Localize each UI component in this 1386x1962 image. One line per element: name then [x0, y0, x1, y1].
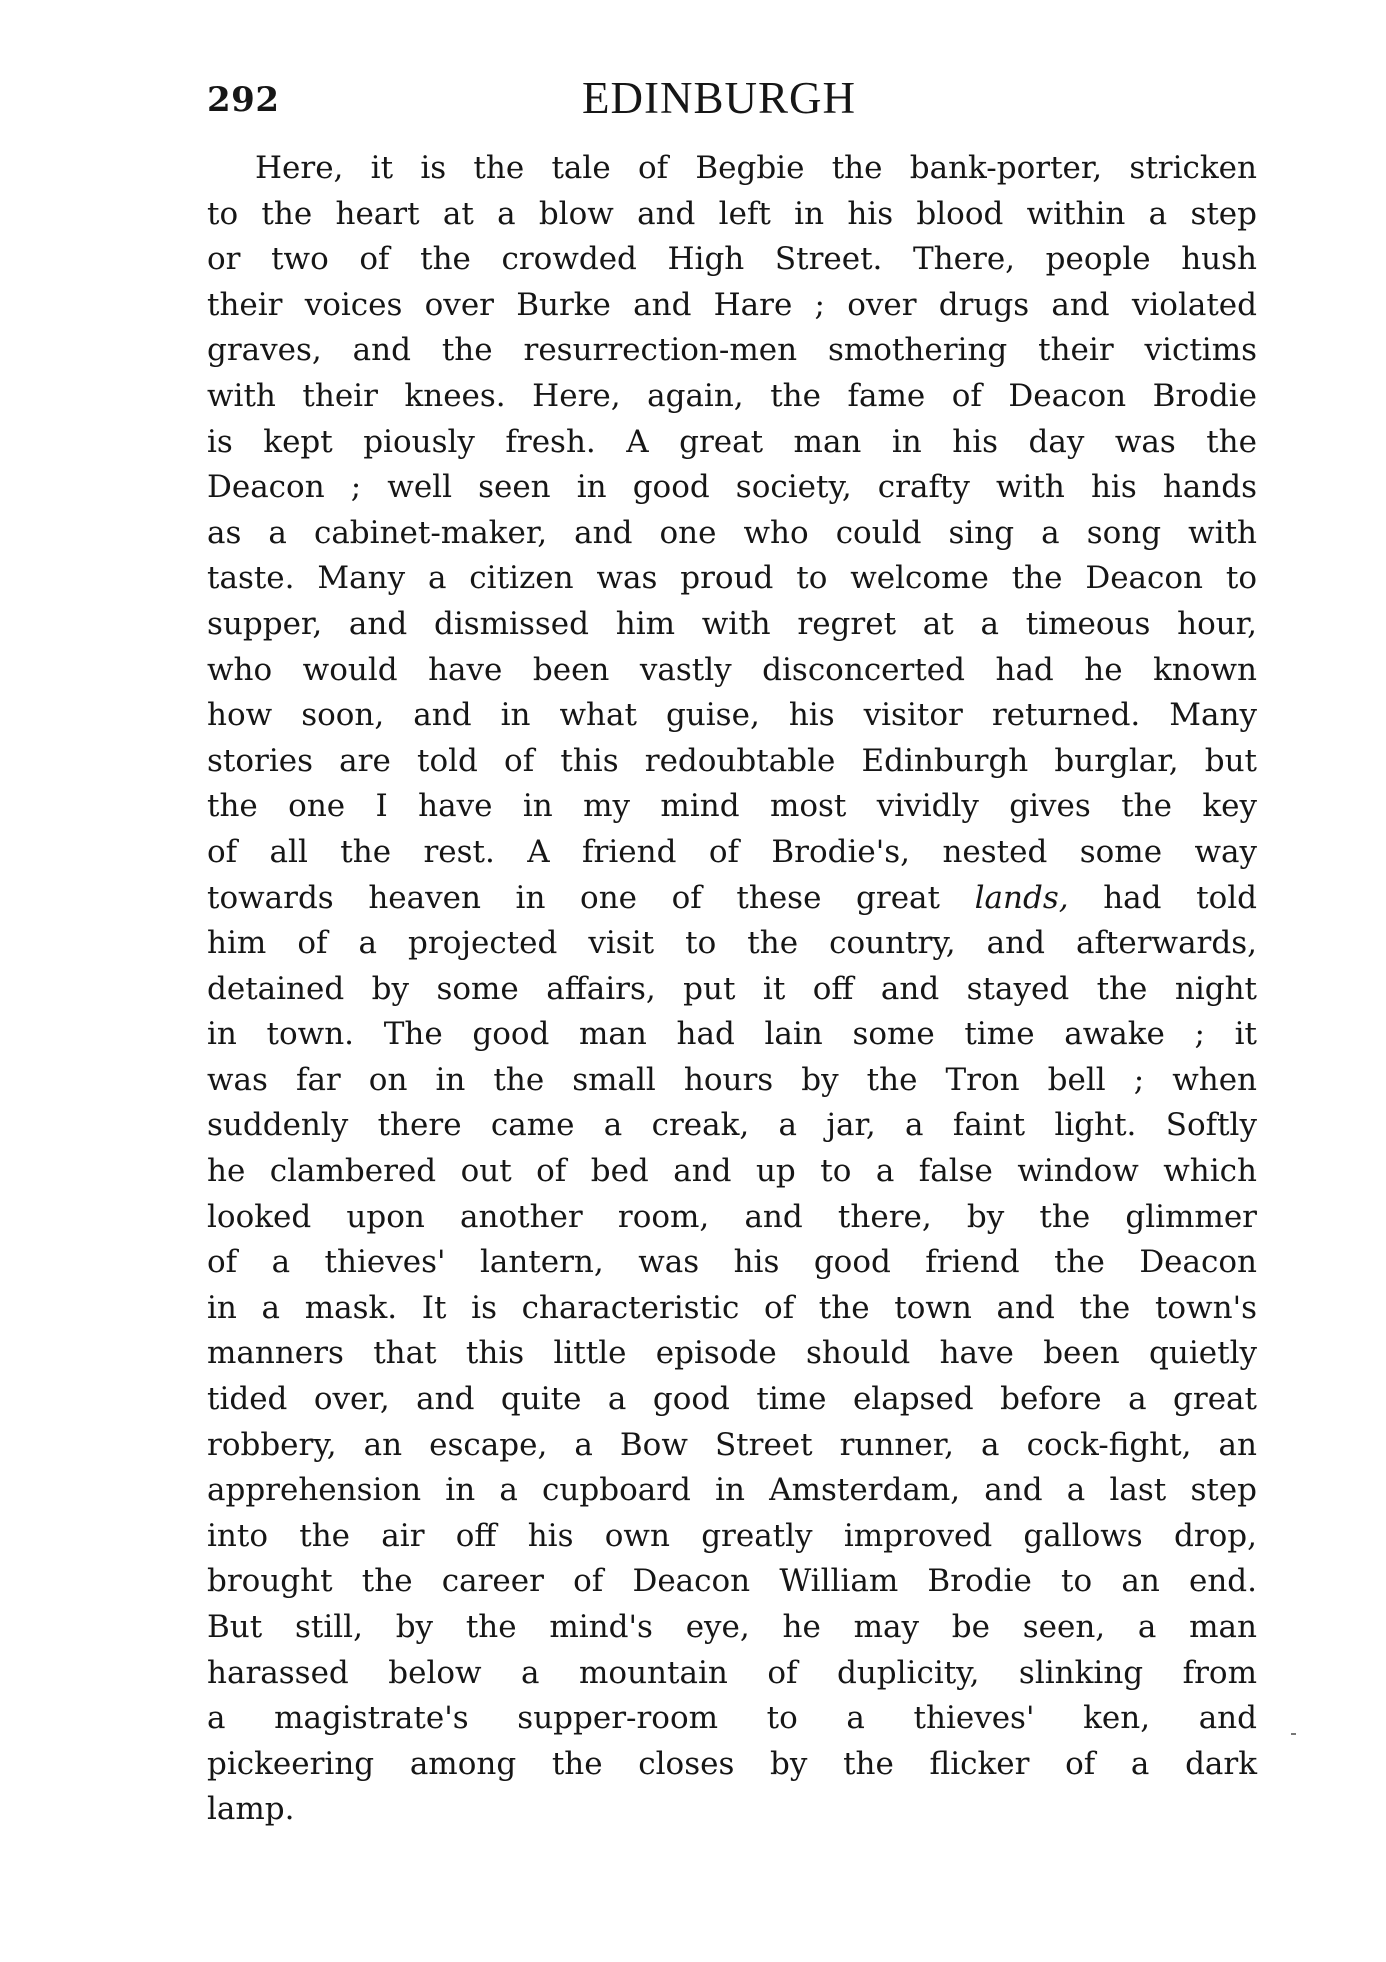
text-line: manners that this little episode should have been quietly: [207, 1335, 1257, 1372]
text-line: supper, and dismissed him with regret at a timeous hour,: [207, 605, 1257, 642]
text-line: to the heart at a blow and left in his blood within a step: [207, 195, 1257, 232]
page-number: 292: [207, 80, 280, 120]
text-line: stories are told of this redoubtable Edinburgh burglar, but: [207, 742, 1257, 779]
text-line: detained by some affairs, put it off and stayed the night: [207, 970, 1257, 1007]
text-line: pickeering among the closes by the flicker of a dark: [207, 1745, 1257, 1782]
text-line: is kept piously fresh. A great man in his day was the: [207, 423, 1257, 460]
text-line: graves, and the resurrection-men smothering their victims: [207, 332, 1257, 369]
text-line: the one I have in my mind most vividly gives the key: [207, 788, 1257, 825]
text-line: who would have been vastly disconcerted had he known: [207, 651, 1257, 688]
text-line: as a cabinet-maker, and one who could sing a song with: [207, 514, 1257, 551]
text-line: of a thieves' lantern, was his good friend the Deacon: [207, 1244, 1257, 1281]
text-line: into the air off his own greatly improved gallows drop,: [207, 1517, 1257, 1554]
text-line: suddenly there came a creak, a jar, a faint light. Softly: [207, 1107, 1257, 1144]
text-line: Here, it is the tale of Begbie the bank-porter, stricken: [255, 150, 1257, 186]
text-line: brought the career of Deacon William Brodie to an end.: [207, 1563, 1257, 1600]
text-line: taste. Many a citizen was proud to welcome the Deacon to: [207, 560, 1257, 597]
body-paragraph: [207, 146, 1257, 1833]
italic-word: lands,: [974, 879, 1069, 916]
text-line: how soon, and in what guise, his visitor returned. Many: [207, 697, 1257, 734]
text-line-with-italic: [207, 876, 1257, 922]
text-line: or two of the crowded High Street. There, people hush: [207, 241, 1257, 278]
text-line: looked upon another room, and there, by the glimmer: [207, 1198, 1257, 1235]
text-line: of all the rest. A friend of Brodie's, nested some way: [207, 833, 1257, 870]
text-line: in a mask. It is characteristic of the town and the town's: [207, 1289, 1257, 1326]
text-line: with their knees. Here, again, the fame of Deacon Brodie: [207, 377, 1257, 414]
text-line: their voices over Burke and Hare ; over drugs and violated: [207, 286, 1257, 323]
text-line-final: lamp.: [207, 1791, 295, 1828]
text-line: tided over, and quite a good time elapsed before a great: [207, 1381, 1257, 1418]
text-line: a magistrate's supper-room to a thieves' ken, and: [207, 1700, 1257, 1737]
print-speck: [1291, 1733, 1296, 1735]
text-line: robbery, an escape, a Bow Street runner, a cock-fight, an: [207, 1426, 1257, 1463]
text-line: was far on in the small hours by the Tron bell ; when: [207, 1061, 1257, 1098]
text-segment: towards heaven in one of these great: [207, 879, 940, 916]
text-line: harassed below a mountain of duplicity, slinking from: [207, 1654, 1257, 1691]
text-segment: had told: [1103, 879, 1258, 916]
page-header: [207, 72, 1257, 132]
text-line: apprehension in a cupboard in Amsterdam, and a last step: [207, 1472, 1257, 1509]
text-line: he clambered out of bed and up to a false window which: [207, 1153, 1257, 1190]
running-head: EDINBURGH: [582, 73, 856, 123]
text-line: Deacon ; well seen in good society, crafty with his hands: [207, 469, 1257, 506]
text-line: in town. The good man had lain some time awake ; it: [207, 1016, 1257, 1053]
text-line: But still, by the mind's eye, he may be seen, a man: [207, 1609, 1257, 1645]
text-line: him of a projected visit to the country, and afterwards,: [207, 925, 1257, 962]
